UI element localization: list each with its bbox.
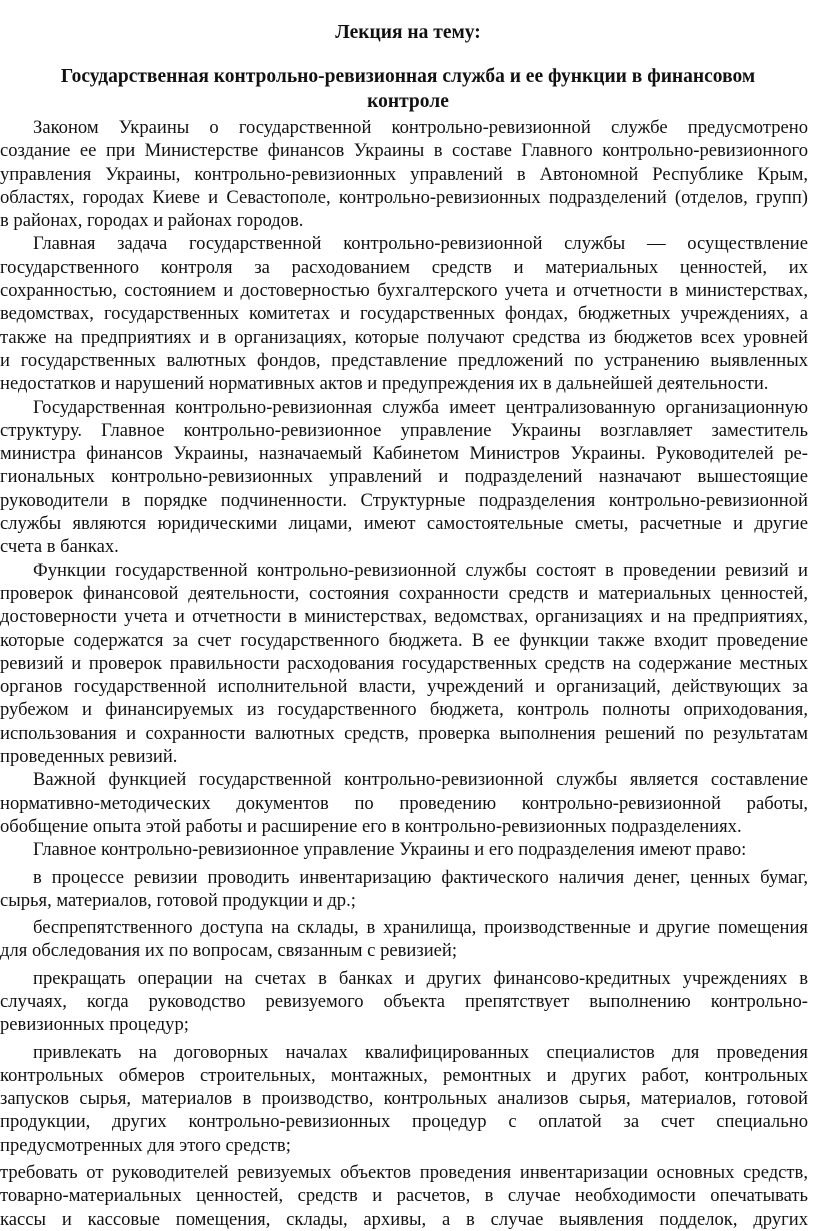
- paragraph-line: проведенных ревизий.: [0, 746, 178, 768]
- paragraph-line: использования и сохранности валютных средств, проверка выполнения решений по результатам: [0, 722, 808, 744]
- paragraph: [0, 1041, 816, 1157]
- paragraph-line: Главная задача государственной контрольно-ревизионной службы — осуществление: [33, 233, 808, 255]
- lecture-heading: Лекция на тему:: [335, 22, 481, 43]
- paragraph-line: Законом Украины о государственной контрольно-ревизионной службе предусмотрено: [33, 117, 808, 138]
- title-line: контроле: [367, 91, 449, 112]
- title-line: Государственная контрольно-ревизионная служба и ее функции в финансовом: [60, 66, 756, 87]
- paragraph-line: гиональных контрольно-ревизионных управлений и подразделений назначают вышестоящие: [0, 466, 808, 488]
- paragraph-line: государственного контроля за расходованием средств и материальных ценностей, их: [0, 256, 808, 278]
- paragraph-line: товарно-материальных ценностей, средств и расчетов, в случае необходимости опечатывать: [0, 1185, 808, 1207]
- paragraph-line: запусков сырья, материалов в производство, контрольных анализов сырья, материалов, готовой: [0, 1088, 808, 1110]
- paragraph: [0, 116, 816, 232]
- paragraph-line: продукции, других контрольно-ревизионных процедур с оплатой за счет специально: [0, 1111, 808, 1133]
- paragraph-line: Главное контрольно-ревизионное управление Украины и его подразделения имеют право:: [33, 839, 747, 861]
- paragraph-line: предусмотренных для этого средств;: [0, 1134, 291, 1156]
- paragraph-line: ревизий и проверок правильности расходования государственных средств на содержание местных: [0, 652, 808, 674]
- paragraph: [0, 768, 816, 838]
- paragraph-line: обобщение опыта этой работы и расширение его в контрольно-ревизионных подразделениях.: [0, 815, 742, 837]
- paragraph-line: службы являются юридическими лицами, имеют самостоятельные сметы, расчетные и другие: [0, 513, 808, 535]
- paragraph-line: структуру. Главное контрольно-ревизионное управление Украины возглавляет заместитель: [0, 419, 808, 441]
- lecture-body: [0, 116, 816, 1231]
- paragraph-line: проверок финансовой деятельности, состояния сохранности средств и материальных ценностей,: [0, 582, 808, 604]
- paragraph-line: Функции государственной контрольно-ревизионной службы состоят в проведении ревизий и: [33, 559, 808, 581]
- paragraph-line: для обследования их по вопросам, связанным с ревизией;: [0, 940, 458, 962]
- paragraph-line: беспрепятственного доступа на склады, в хранилища, производственные и другие помещения: [33, 917, 808, 939]
- paragraph-line: рубежом и финансируемых из государственного бюджета, контроль полноты оприходования,: [0, 699, 808, 721]
- paragraph: [0, 396, 816, 559]
- paragraph-line: достоверности учета и отчетности в министерствах, ведомствах, организациях и на предприятиях,: [0, 606, 808, 628]
- paragraph: [0, 916, 816, 963]
- paragraph-line: ведомствах, государственных комитетах и государственных фондах, бюджетных учреждениях, а: [0, 303, 808, 325]
- paragraph-line: управления Украины, контрольно-ревизионных управлений в Автономной Республике Крым,: [0, 163, 808, 185]
- paragraph-line: и государственных валютных фондов, представление предложений по устранению выявленных: [0, 349, 808, 371]
- paragraph: [0, 866, 816, 913]
- paragraph-line: счета в банках.: [0, 536, 119, 558]
- paragraph-line: недостатков и нарушений нормативных актов и предупреждения их в дальнейшей деятельности.: [0, 373, 769, 395]
- paragraph-line: кассы и кассовые помещения, склады, архивы, а в случае выявления подделок, других: [0, 1208, 808, 1230]
- paragraph-line: ревизионных процедур;: [0, 1014, 189, 1036]
- paragraph-line: сырья, материалов, готовой продукции и др.;: [0, 889, 356, 911]
- paragraph-line: в процессе ревизии проводить инвентаризацию фактического наличия денег, ценных бумаг,: [33, 866, 808, 888]
- paragraph-line: привлекать на договорных началах квалифицированных специалистов для проведения: [33, 1041, 808, 1063]
- paragraph-line: нормативно-методических документов по проведению контрольно-ревизионной работы,: [0, 792, 808, 814]
- paragraph-line: также на предприятиях и в организациях, которые получают средства из бюджетов всех уровней: [0, 326, 808, 348]
- paragraph: [0, 559, 816, 769]
- paragraph-line: сохранностью, состоянием и достоверностью бухгалтерского учета и отчетности в министерствах,: [0, 280, 808, 302]
- paragraph-line: создание ее при Министерстве финансов Украины в составе Главного контрольно-ревизионного: [0, 140, 808, 162]
- paragraph-line: прекращать операции на счетах в банках и других финансово-кредитных учреждениях в: [33, 967, 808, 989]
- paragraph-line: контрольных обмеров строительных, монтажных, ремонтных и других работ, контрольных: [0, 1064, 808, 1086]
- paragraph: [0, 232, 816, 395]
- paragraph-line: органов государственной исполнительной власти, учреждений и организаций, действующих за: [0, 676, 808, 698]
- lecture-title: [20, 64, 796, 114]
- paragraph: [0, 967, 816, 1037]
- paragraph: [0, 838, 816, 861]
- paragraph-line: руководители в порядке подчиненности. Структурные подразделения контрольно-ревизионной: [0, 489, 808, 511]
- paragraph: [0, 1161, 816, 1231]
- paragraph-line: случаях, когда руководство ревизуемого объекта препятствует выполнению контрольно-: [0, 990, 808, 1012]
- paragraph-line: требовать от руководителей ревизуемых объектов проведения инвентаризации основных средств,: [0, 1162, 808, 1184]
- paragraph-line: которые содержатся за счет государственного бюджета. В ее функции также входит проведение: [0, 629, 808, 651]
- paragraph-line: Государственная контрольно-ревизионная служба имеет централизованную организационную: [33, 396, 808, 418]
- paragraph-line: в районах, городах и районах городов.: [0, 210, 304, 232]
- paragraph-line: министра финансов Украины, назначаемый Кабинетом Министров Украины. Руководителей ре-: [0, 443, 808, 465]
- paragraph-line: Важной функцией государственной контрольно-ревизионной службы является составление: [33, 769, 808, 791]
- paragraph-line: областях, городах Киеве и Севастополе, контрольно-ревизионных подразделений (отделов, групп): [0, 186, 808, 208]
